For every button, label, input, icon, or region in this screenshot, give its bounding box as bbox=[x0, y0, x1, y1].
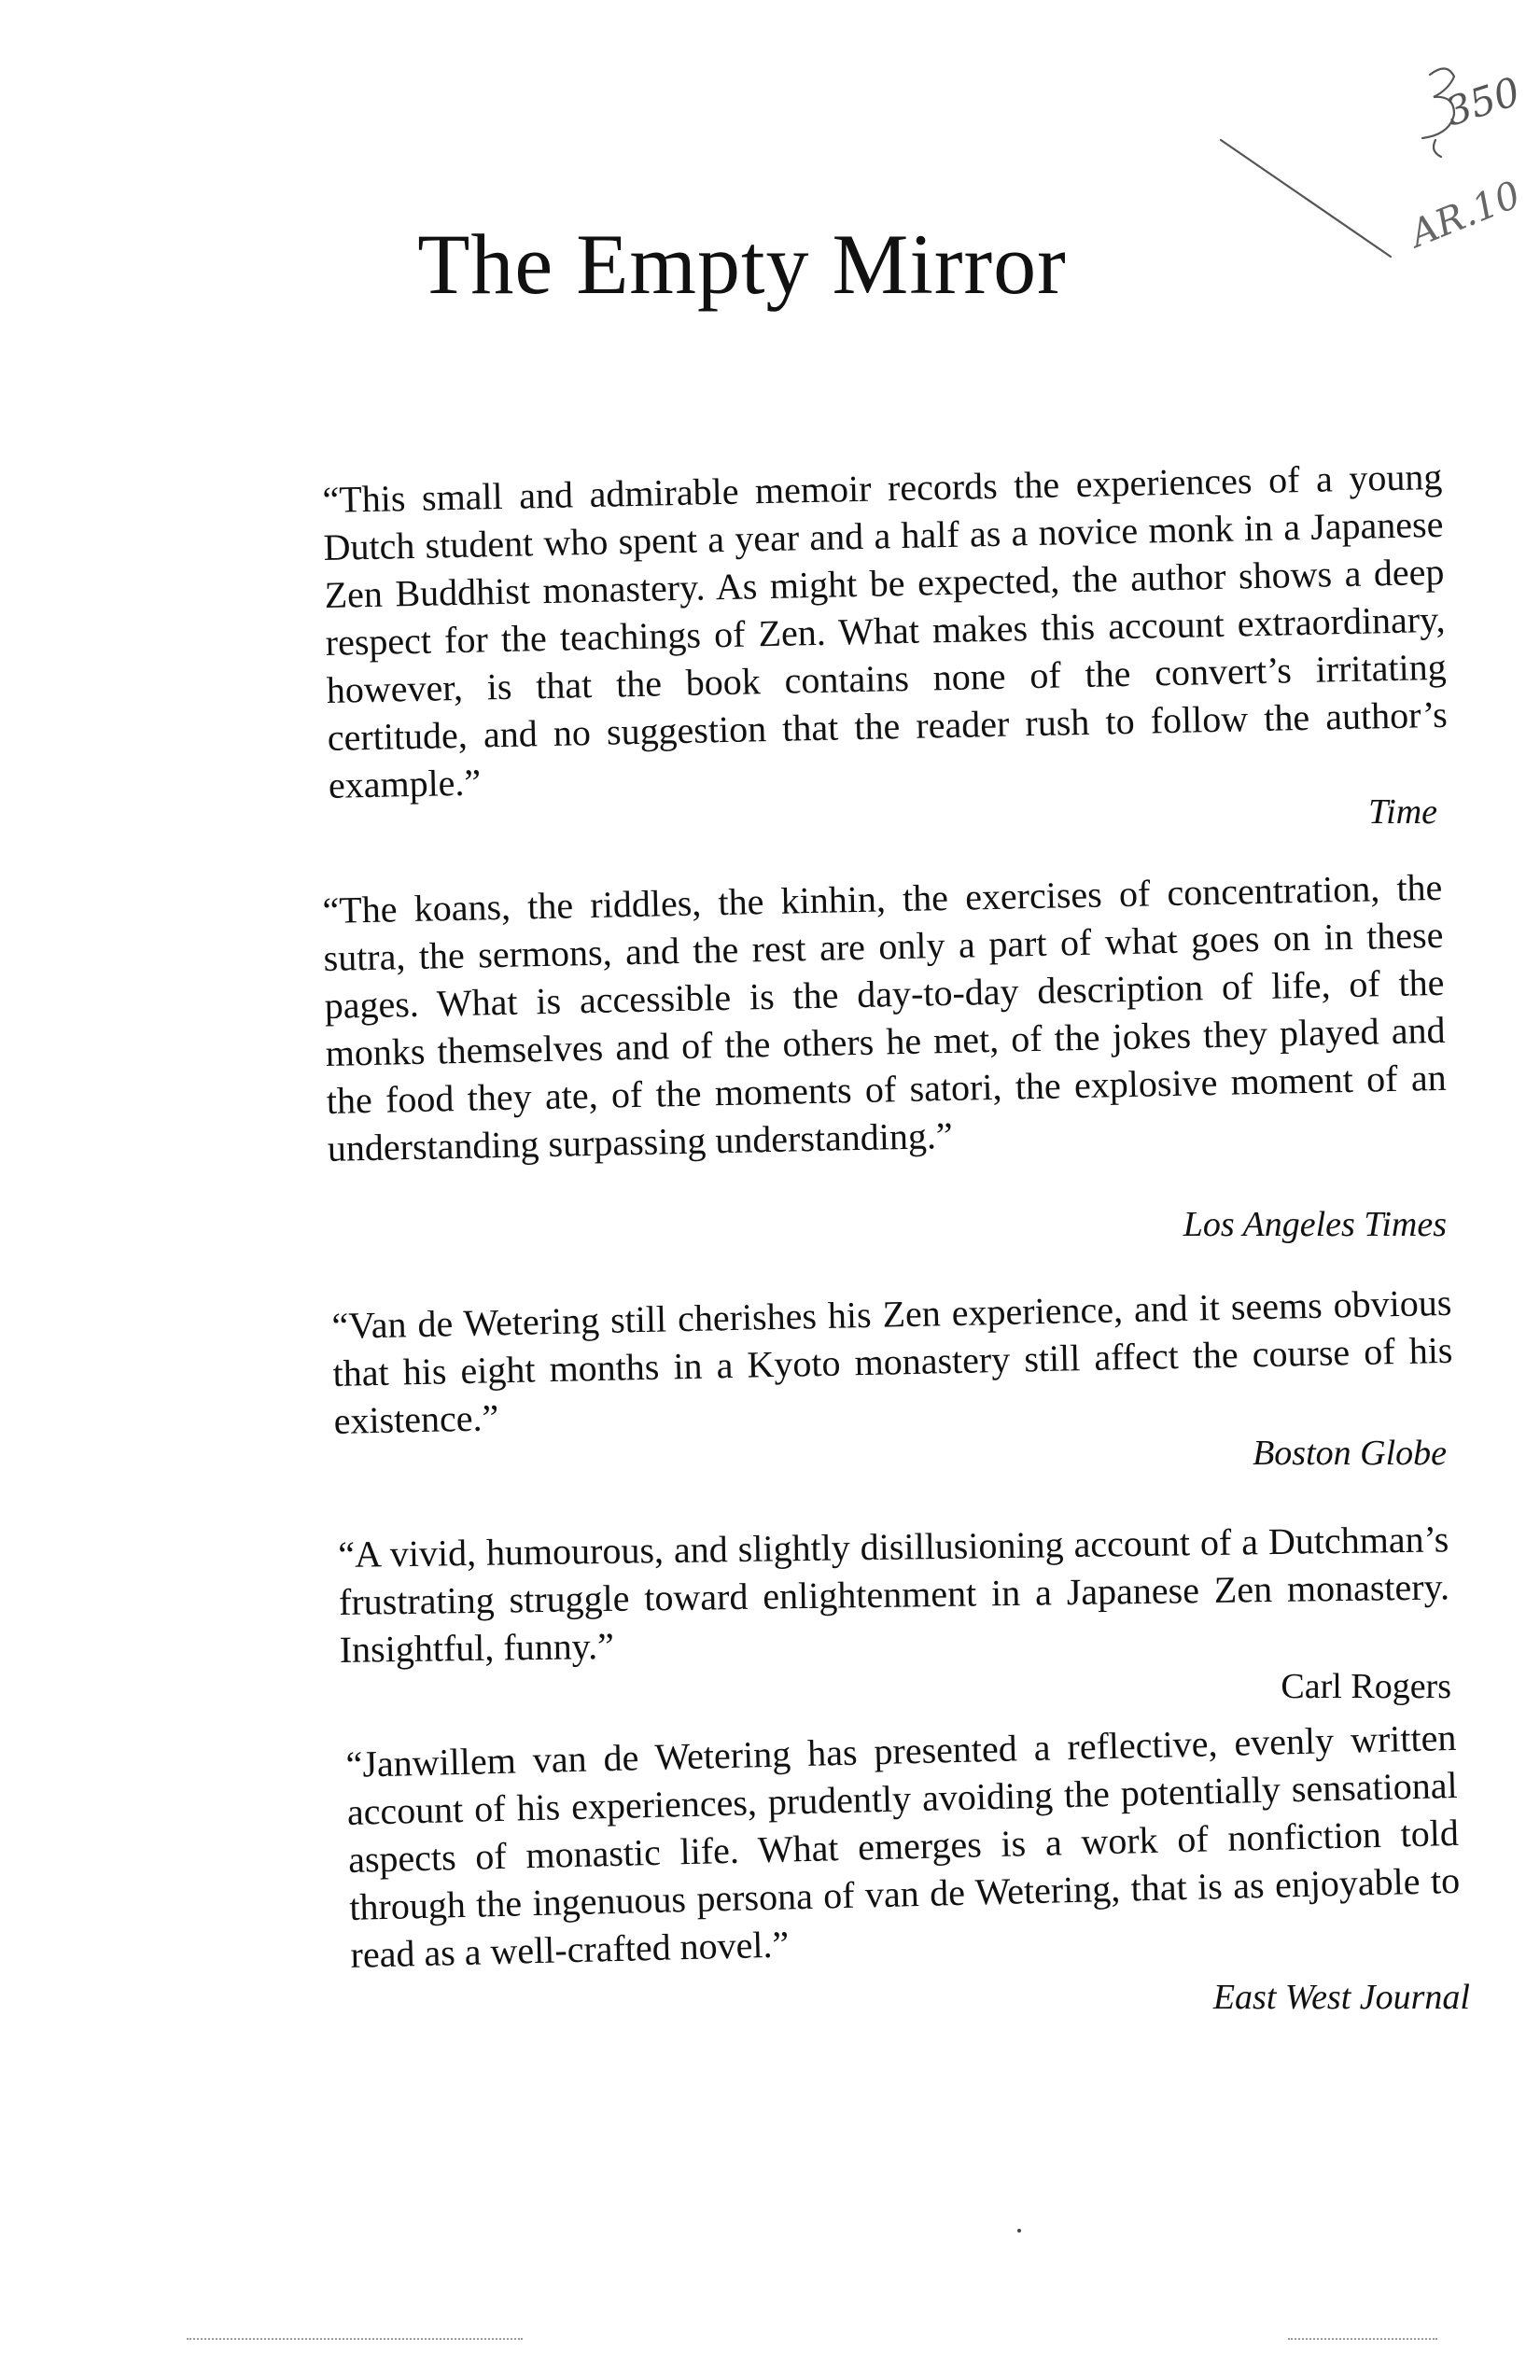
scan-edge-mark bbox=[187, 2338, 523, 2342]
testimonial-quote: “The koans, the riddles, the kinhin, the exercises of concentration, the sutra, the sermons, and the rest are only a part of what goes on in these pages. What is accessible is the day-to-day description of life, of the monks themselves and of the others he met, of the jokes they played and the food they ate, of the moments of satori, the explosive moment of an understanding surpassing understanding.” bbox=[322, 865, 1448, 1169]
handwritten-note-line2: AR.10 bbox=[1404, 173, 1527, 257]
testimonial-source: Carl Rogers bbox=[1281, 1667, 1451, 1706]
testimonial-source: East West Journal bbox=[1212, 1978, 1470, 2017]
testimonial-quote: “A vivid, humourous, and slightly disillusioning account of a Dutchman’s frustrating struggle toward enlightenment in a Japanese Zen monastery. Insightful, funny.” bbox=[338, 1518, 1450, 1671]
testimonial-source: Boston Globe bbox=[1253, 1434, 1447, 1473]
handwritten-note-line1: 350 bbox=[1439, 68, 1526, 135]
testimonial-quote: “This small and admirable memoir records the experiences of a young Dutch student who spent a year and a half as a novice monk in a Japanese Zen Buddhist monastery. As might be expected, the author shows a deep respect for the teachings of Zen. What makes this account extraordinary, however, is that the book contains none of the convert’s irritating certitude, and no suggestion that the reader rush to follow the author’s example.” bbox=[322, 455, 1449, 806]
scan-speck bbox=[1017, 2229, 1021, 2233]
testimonial-source: Time bbox=[1368, 792, 1437, 832]
book-title: The Empty Mirror bbox=[417, 217, 1067, 312]
testimonial-quote: “Janwillem van de Wetering has presented a reflective, evenly written account of his experiences, prudently avoiding the potentially sensational aspects of monastic life. What emerges is a work of nonfiction told through the ingenuous persona of van de Wetering, that is as enjoyable to read as a well-crafted novel.” bbox=[345, 1715, 1461, 1976]
testimonial-quote: “Van de Wetering still cherishes his Zen experience, and it seems obvious that his eight months in a Kyoto monastery still affect the course of his existence.” bbox=[331, 1281, 1453, 1442]
scan-edge-mark bbox=[1288, 2338, 1437, 2342]
testimonial-source: Los Angeles Times bbox=[1183, 1205, 1447, 1244]
